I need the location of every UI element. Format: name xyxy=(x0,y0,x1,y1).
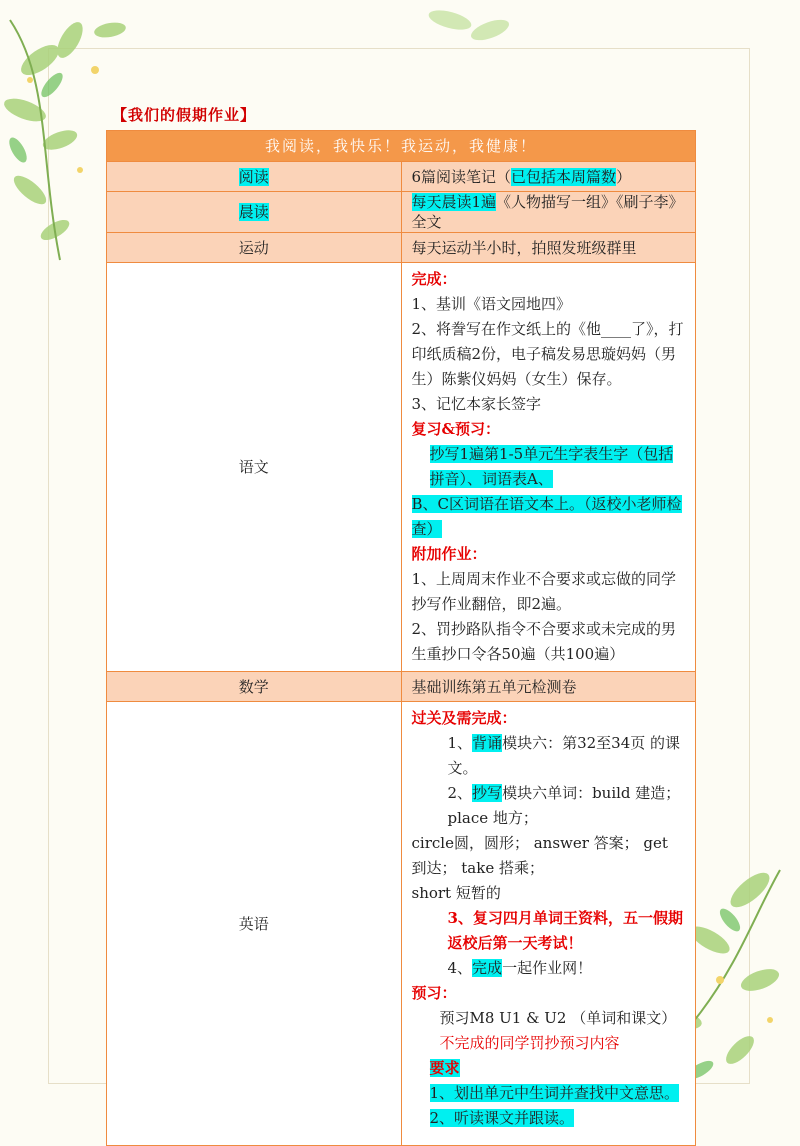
requirement-item: 1、划出单元中生词并查找中文意思。 xyxy=(429,1084,680,1102)
copy-highlight: 抄写 xyxy=(472,784,503,802)
subject-label: 阅读 xyxy=(238,167,269,186)
preview-heading: 预习： xyxy=(411,984,457,1002)
subject-cell xyxy=(107,192,402,233)
finish-highlight: 完成 xyxy=(472,959,503,977)
item-text: 模块六：第32至34页 的课文。 xyxy=(447,734,681,777)
content-cell xyxy=(401,192,696,233)
requirement-item: 2、听读课文并跟读。 xyxy=(429,1109,575,1127)
item-text: 一起作业网！ xyxy=(502,959,593,977)
requirement-heading: 要求 xyxy=(429,1059,460,1077)
subject-cell xyxy=(107,672,402,702)
recite-highlight: 背诵 xyxy=(472,734,503,752)
finish-heading: 完成： xyxy=(411,270,457,288)
preview-text: 预习M8 U1 & U2 （单词和课文） xyxy=(439,1009,677,1027)
reading-text-b: 已包括本周篇数 xyxy=(511,167,617,186)
reading-text-a: 6篇阅读笔记（ xyxy=(411,167,512,186)
row-english xyxy=(107,702,696,1146)
row-reading xyxy=(107,162,696,192)
subject-cell xyxy=(107,162,402,192)
content-cell xyxy=(401,672,696,702)
subject-label: 晨读 xyxy=(238,203,269,221)
leaf-decoration-top-right xyxy=(410,0,550,60)
subject-label: 数学 xyxy=(238,677,269,696)
subject-label: 运动 xyxy=(238,238,269,257)
row-morning-reading xyxy=(107,192,696,233)
sports-text: 每天运动半小时，拍照发班级群里 xyxy=(411,238,637,257)
banner: 我阅读，我快乐！我运动，我健康！ xyxy=(107,131,696,162)
subject-label: 英语 xyxy=(238,914,269,933)
row-math xyxy=(107,672,696,702)
extra-heading: 附加作业： xyxy=(411,545,487,563)
review-task: 3、复习四月单词王资料，五一假期返校后第一天考试！ xyxy=(447,909,683,952)
subject-label: 语文 xyxy=(238,458,269,476)
finish-item: 3、记忆本家长签字 xyxy=(411,395,542,413)
item-number: 2、 xyxy=(447,784,473,802)
content-cell xyxy=(401,162,696,192)
extra-item: 1、上周周末作业不合要求或忘做的同学抄写作业翻倍，即2遍。 xyxy=(411,570,677,613)
morning-text-b: 《人物描写一组》《刷子李》全文 xyxy=(411,193,684,231)
subject-cell xyxy=(107,233,402,263)
finish-item: 2、将誊写在作文纸上的《他____了》，打印纸质稿2份，电子稿发易思璇妈妈（男生）陈紫仪妈妈（女生）保存。 xyxy=(411,320,684,388)
item-number: 1、 xyxy=(447,734,473,752)
preview-warning: 不完成的同学罚抄预习内容 xyxy=(439,1034,620,1052)
content-cell xyxy=(401,702,696,1146)
word-list-line: circle圆，圆形； answer 答案； get 到达； take 搭乘； xyxy=(411,834,668,877)
content-cell xyxy=(401,263,696,672)
subject-cell xyxy=(107,263,402,672)
reading-text-c: ） xyxy=(616,167,632,186)
content-cell xyxy=(401,233,696,263)
review-heading: 复习&预习： xyxy=(411,420,501,438)
pass-heading: 过关及需完成： xyxy=(411,709,517,727)
row-sports xyxy=(107,233,696,263)
review-line: B、C区词语在语文本上。（返校小老师检查） xyxy=(411,495,682,538)
math-text: 基础训练第五单元检测卷 xyxy=(411,677,577,696)
extra-item: 2、罚抄路队指令不合要求或未完成的男生重抄口令各50遍（共100遍） xyxy=(411,620,677,663)
item-number: 4、 xyxy=(447,959,473,977)
item-text: 模块六单词：build 建造； place 地方； xyxy=(447,784,681,827)
subject-cell xyxy=(107,702,402,1146)
page-title: 【我们的假期作业】 xyxy=(112,106,257,124)
homework-table xyxy=(106,130,696,1146)
banner-row xyxy=(107,131,696,162)
word-list-line: short 短暂的 xyxy=(411,884,501,902)
morning-text-a: 每天晨读1遍 xyxy=(411,193,497,211)
review-line: 抄写1遍第1-5单元生字表生字（包括拼音）、词语表A、 xyxy=(429,445,674,488)
finish-item: 1、基训《语文园地四》 xyxy=(411,295,572,313)
row-chinese xyxy=(107,263,696,672)
